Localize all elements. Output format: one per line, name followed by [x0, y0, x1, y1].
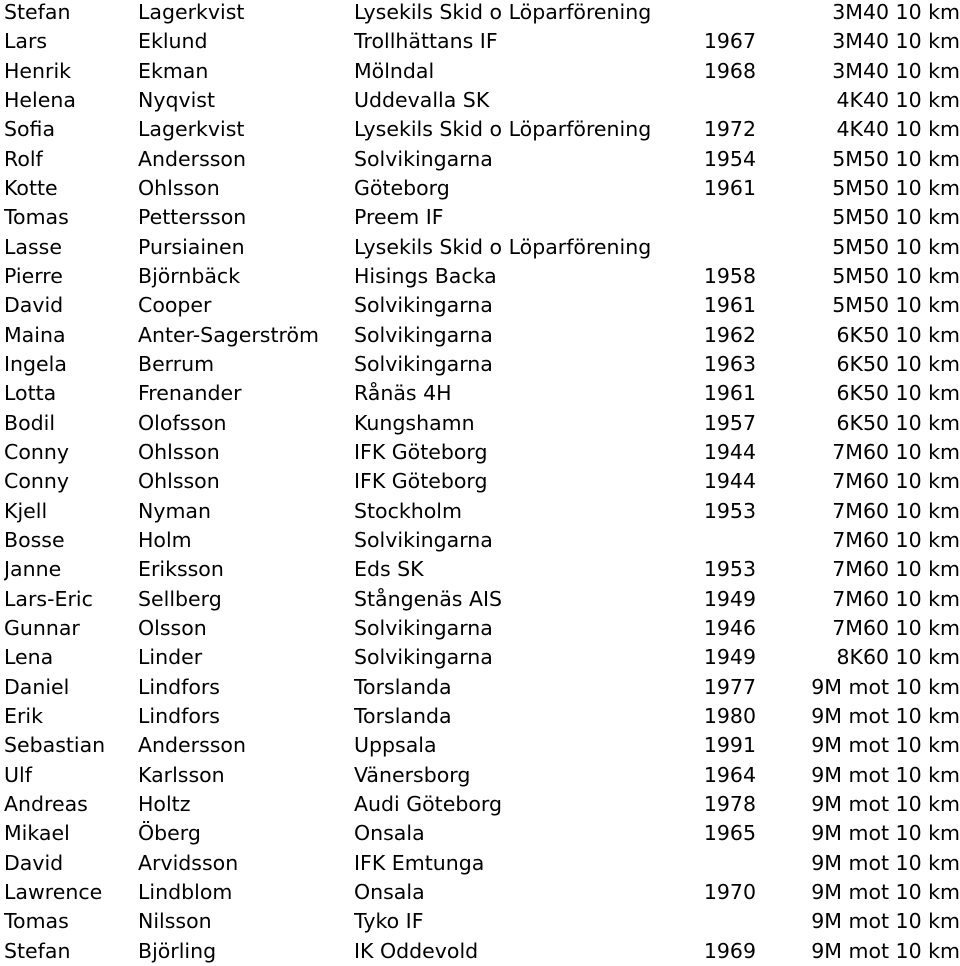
- class-cell: 4K40 10 km: [836, 117, 960, 142]
- last-name-cell: Nilsson: [138, 909, 212, 934]
- first-name-cell: Lasse: [4, 234, 62, 259]
- table-row: [0, 643, 960, 672]
- last-name-cell: Lindfors: [138, 674, 220, 699]
- last-name-cell: Eriksson: [138, 557, 224, 582]
- club-cell: Preem IF: [354, 205, 444, 230]
- club-cell: Lysekils Skid o Löparförening: [354, 0, 652, 24]
- birth-year-cell: 1969: [703, 938, 756, 963]
- last-name-cell: Ohlsson: [138, 439, 220, 464]
- first-name-cell: Ulf: [4, 762, 32, 787]
- table-row: [0, 174, 960, 203]
- first-name-cell: Lars-Eric: [4, 586, 93, 611]
- birth-year-cell: 1949: [703, 586, 756, 611]
- birth-year-cell: 1961: [703, 293, 756, 318]
- class-cell: 9M mot 10 km: [811, 850, 960, 875]
- table-row: [0, 702, 960, 731]
- table-row: [0, 790, 960, 819]
- first-name-cell: Sofia: [4, 117, 56, 142]
- first-name-cell: Pierre: [4, 263, 63, 288]
- class-cell: 7M60 10 km: [832, 557, 960, 582]
- table-row: [0, 585, 960, 614]
- first-name-cell: Bodil: [4, 410, 56, 435]
- birth-year-cell: 1962: [703, 322, 756, 347]
- club-cell: Vänersborg: [354, 762, 471, 787]
- last-name-cell: Ekman: [138, 58, 209, 83]
- birth-year-cell: 1970: [703, 879, 756, 904]
- class-cell: 5M50 10 km: [832, 234, 960, 259]
- class-cell: 7M60 10 km: [832, 615, 960, 640]
- table-row: [0, 350, 960, 379]
- class-cell: 7M60 10 km: [832, 439, 960, 464]
- first-name-cell: Andreas: [4, 791, 88, 816]
- class-cell: 9M mot 10 km: [811, 909, 960, 934]
- first-name-cell: David: [4, 850, 64, 875]
- class-cell: 7M60 10 km: [832, 586, 960, 611]
- last-name-cell: Anter-Sagerström: [138, 322, 320, 347]
- birth-year-cell: [668, 233, 756, 262]
- birth-year-cell: 1964: [703, 762, 756, 787]
- first-name-cell: Lawrence: [4, 879, 103, 904]
- table-row: [0, 467, 960, 496]
- table-row: [0, 86, 960, 115]
- first-name-cell: Bosse: [4, 527, 65, 552]
- table-row: [0, 526, 960, 555]
- club-cell: Lysekils Skid o Löparförening: [354, 234, 652, 259]
- club-cell: Onsala: [354, 821, 425, 846]
- birth-year-cell: [668, 203, 756, 232]
- birth-year-cell: 1963: [703, 351, 756, 376]
- club-cell: Kungshamn: [354, 410, 475, 435]
- birth-year-cell: 1946: [703, 615, 756, 640]
- club-cell: Stångenäs AIS: [354, 586, 503, 611]
- class-cell: 9M mot 10 km: [811, 821, 960, 846]
- club-cell: Onsala: [354, 879, 425, 904]
- birth-year-cell: 1958: [703, 263, 756, 288]
- table-row: [0, 145, 960, 174]
- class-cell: 3M40 10 km: [832, 0, 960, 24]
- first-name-cell: Conny: [4, 439, 69, 464]
- last-name-cell: Lagerkvist: [138, 117, 245, 142]
- table-row: [0, 673, 960, 702]
- birth-year-cell: [668, 0, 756, 27]
- birth-year-cell: [668, 526, 756, 555]
- first-name-cell: Ingela: [4, 351, 67, 376]
- birth-year-cell: 1968: [703, 58, 756, 83]
- first-name-cell: Henrik: [4, 58, 72, 83]
- table-row: [0, 731, 960, 760]
- last-name-cell: Nyman: [138, 498, 211, 523]
- table-row: [0, 614, 960, 643]
- table-row: [0, 291, 960, 320]
- table-row: [0, 497, 960, 526]
- class-cell: 5M50 10 km: [832, 175, 960, 200]
- class-cell: 9M mot 10 km: [811, 791, 960, 816]
- club-cell: Tyko IF: [354, 909, 424, 934]
- table-row: [0, 57, 960, 86]
- first-name-cell: Gunnar: [4, 615, 80, 640]
- birth-year-cell: 1953: [703, 498, 756, 523]
- last-name-cell: Ohlsson: [138, 469, 220, 494]
- first-name-cell: Erik: [4, 703, 43, 728]
- table-row: [0, 233, 960, 262]
- last-name-cell: Björnbäck: [138, 263, 241, 288]
- last-name-cell: Cooper: [138, 293, 212, 318]
- first-name-cell: Stefan: [4, 938, 71, 963]
- birth-year-cell: 1949: [703, 645, 756, 670]
- last-name-cell: Öberg: [138, 821, 201, 846]
- last-name-cell: Nyqvist: [138, 87, 216, 112]
- class-cell: 5M50 10 km: [832, 205, 960, 230]
- birth-year-cell: [668, 907, 756, 936]
- first-name-cell: Daniel: [4, 674, 70, 699]
- class-cell: 9M mot 10 km: [811, 879, 960, 904]
- class-cell: 6K50 10 km: [836, 322, 960, 347]
- first-name-cell: Janne: [4, 557, 62, 582]
- class-cell: 3M40 10 km: [832, 58, 960, 83]
- club-cell: Rånäs 4H: [354, 381, 452, 406]
- club-cell: Audi Göteborg: [354, 791, 502, 816]
- class-cell: 7M60 10 km: [832, 498, 960, 523]
- birth-year-cell: 1944: [703, 469, 756, 494]
- birth-year-cell: 1991: [703, 733, 756, 758]
- club-cell: Solvikingarna: [354, 645, 493, 670]
- club-cell: Hisings Backa: [354, 263, 497, 288]
- birth-year-cell: 1957: [703, 410, 756, 435]
- class-cell: 8K60 10 km: [836, 645, 960, 670]
- last-name-cell: Linder: [138, 645, 203, 670]
- table-row: [0, 878, 960, 907]
- club-cell: IK Oddevold: [354, 938, 479, 963]
- class-cell: 5M50 10 km: [832, 146, 960, 171]
- last-name-cell: Ohlsson: [138, 175, 220, 200]
- class-cell: 6K50 10 km: [836, 351, 960, 376]
- last-name-cell: Holtz: [138, 791, 191, 816]
- table-row: [0, 937, 960, 966]
- last-name-cell: Berrum: [138, 351, 215, 376]
- birth-year-cell: [668, 86, 756, 115]
- first-name-cell: Mikael: [4, 821, 70, 846]
- table-row: [0, 819, 960, 848]
- last-name-cell: Eklund: [138, 29, 208, 54]
- table-row: [0, 379, 960, 408]
- table-row: [0, 262, 960, 291]
- table-row: [0, 321, 960, 350]
- class-cell: 6K50 10 km: [836, 381, 960, 406]
- table-row: [0, 849, 960, 878]
- birth-year-cell: 1961: [703, 175, 756, 200]
- table-row: [0, 27, 960, 56]
- first-name-cell: Rolf: [4, 146, 43, 171]
- table-row: [0, 0, 960, 27]
- table-row: [0, 115, 960, 144]
- table-row: [0, 907, 960, 936]
- club-cell: Torslanda: [354, 674, 452, 699]
- first-name-cell: Lars: [4, 29, 48, 54]
- first-name-cell: Tomas: [4, 909, 69, 934]
- class-cell: 7M60 10 km: [832, 469, 960, 494]
- club-cell: Stockholm: [354, 498, 462, 523]
- last-name-cell: Andersson: [138, 146, 246, 171]
- birth-year-cell: 1972: [703, 117, 756, 142]
- first-name-cell: Tomas: [4, 205, 69, 230]
- club-cell: IFK Göteborg: [354, 469, 488, 494]
- first-name-cell: Kotte: [4, 175, 58, 200]
- last-name-cell: Olsson: [138, 615, 207, 640]
- last-name-cell: Pettersson: [138, 205, 247, 230]
- club-cell: Solvikingarna: [354, 527, 493, 552]
- birth-year-cell: 1978: [703, 791, 756, 816]
- club-cell: Torslanda: [354, 703, 452, 728]
- last-name-cell: Lindblom: [138, 879, 233, 904]
- birth-year-cell: 1977: [703, 674, 756, 699]
- last-name-cell: Arvidsson: [138, 850, 239, 875]
- last-name-cell: Sellberg: [138, 586, 222, 611]
- club-cell: Solvikingarna: [354, 146, 493, 171]
- first-name-cell: Stefan: [4, 0, 71, 24]
- class-cell: 9M mot 10 km: [811, 703, 960, 728]
- last-name-cell: Andersson: [138, 733, 246, 758]
- first-name-cell: Sebastian: [4, 733, 106, 758]
- table-row: [0, 203, 960, 232]
- table-row: [0, 761, 960, 790]
- club-cell: Solvikingarna: [354, 615, 493, 640]
- last-name-cell: Lagerkvist: [138, 0, 245, 24]
- table-row: [0, 409, 960, 438]
- last-name-cell: Lindfors: [138, 703, 220, 728]
- club-cell: Solvikingarna: [354, 322, 493, 347]
- first-name-cell: Lena: [4, 645, 54, 670]
- class-cell: 6K50 10 km: [836, 410, 960, 435]
- first-name-cell: David: [4, 293, 64, 318]
- club-cell: Uppsala: [354, 733, 437, 758]
- last-name-cell: Pursiainen: [138, 234, 245, 259]
- first-name-cell: Helena: [4, 87, 76, 112]
- birth-year-cell: 1961: [703, 381, 756, 406]
- table-row: [0, 555, 960, 584]
- club-cell: Göteborg: [354, 175, 450, 200]
- birth-year-cell: 1953: [703, 557, 756, 582]
- table-row: [0, 438, 960, 467]
- birth-year-cell: 1967: [703, 29, 756, 54]
- last-name-cell: Olofsson: [138, 410, 227, 435]
- class-cell: 9M mot 10 km: [811, 762, 960, 787]
- first-name-cell: Conny: [4, 469, 69, 494]
- birth-year-cell: 1954: [703, 146, 756, 171]
- class-cell: 9M mot 10 km: [811, 733, 960, 758]
- club-cell: Lysekils Skid o Löparförening: [354, 117, 652, 142]
- class-cell: 4K40 10 km: [836, 87, 960, 112]
- club-cell: Trollhättans IF: [354, 29, 498, 54]
- class-cell: 9M mot 10 km: [811, 674, 960, 699]
- birth-year-cell: 1944: [703, 439, 756, 464]
- class-cell: 5M50 10 km: [832, 293, 960, 318]
- class-cell: 7M60 10 km: [832, 527, 960, 552]
- club-cell: Mölndal: [354, 58, 435, 83]
- club-cell: Solvikingarna: [354, 293, 493, 318]
- last-name-cell: Björling: [138, 938, 217, 963]
- class-cell: 5M50 10 km: [832, 263, 960, 288]
- last-name-cell: Holm: [138, 527, 192, 552]
- club-cell: Solvikingarna: [354, 351, 493, 376]
- club-cell: IFK Emtunga: [354, 850, 485, 875]
- first-name-cell: Kjell: [4, 498, 48, 523]
- class-cell: 3M40 10 km: [832, 29, 960, 54]
- birth-year-cell: [668, 849, 756, 878]
- first-name-cell: Maina: [4, 322, 66, 347]
- last-name-cell: Karlsson: [138, 762, 225, 787]
- birth-year-cell: 1980: [703, 703, 756, 728]
- club-cell: IFK Göteborg: [354, 439, 488, 464]
- class-cell: 9M mot 10 km: [811, 938, 960, 963]
- last-name-cell: Frenander: [138, 381, 242, 406]
- club-cell: Eds SK: [354, 557, 424, 582]
- club-cell: Uddevalla SK: [354, 87, 490, 112]
- birth-year-cell: 1965: [703, 821, 756, 846]
- first-name-cell: Lotta: [4, 381, 57, 406]
